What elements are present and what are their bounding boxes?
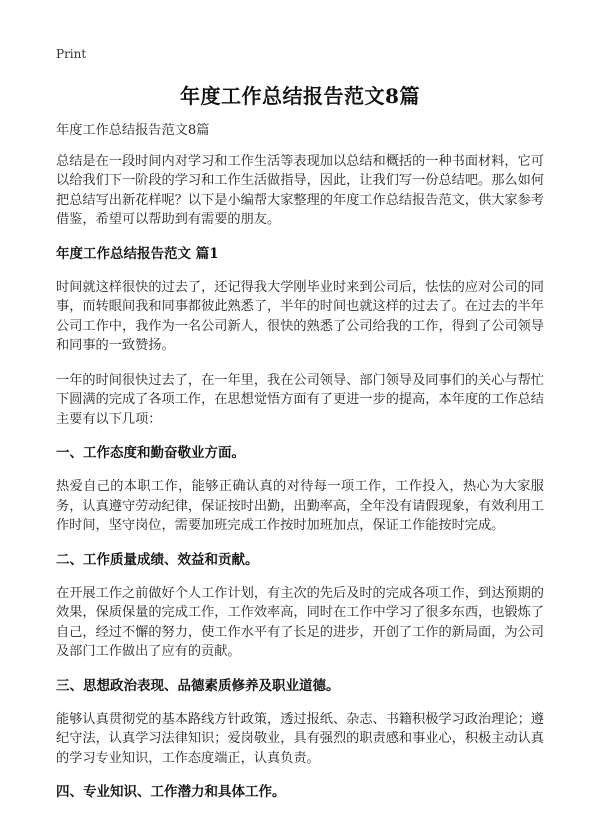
paragraph: 能够认真贯彻党的基本路线方针政策，透过报纸、杂志、书籍积极学习政治理论；遵纪守法，认真学习法律知识；爱岗敬业，具有强烈的职责感和事业心，积极主动认真的学习专业知识，工作态度端正，认真负责。 [56,711,544,766]
subsection-heading: 二、工作质量成绩、效益和贡献。 [56,551,259,568]
paragraph: 一年的时间很快过去了，在一年里，我在公司领导、部门领导及同事们的关心与帮忙下圆满的完成了各项工作，在思想觉悟方面有了更进一步的提高，本年度的工作总结主要有以下几项： [56,372,544,427]
subsection-heading: 四、专业知识、工作潜力和具体工作。 [56,784,286,800]
paragraph: 时间就这样很快的过去了，还记得我大学刚毕业时来到公司后，怯怯的应对公司的同事，而转眼间我和同事都彼此熟悉了，半年的时间也就这样的过去了。在过去的半年公司工作中，我作为一名公司新人，很快的熟悉了公司给我的工作，得到了公司领导和同事的一致赞扬。 [56,279,544,353]
subsection-heading: 三、思想政治表现、品德素质修养及职业道德。 [56,677,340,694]
article-body [56,121,544,816]
print-link[interactable]: Print [56,47,87,61]
paragraph: 在开展工作之前做好个人工作计划，有主次的先后及时的完成各项工作，到达预期的效果，保质保量的完成工作，工作效率高，同时在工作中学习了很多东西，也锻炼了自己，经过不懈的努力，使工作水平有了长足的进步，开创了工作的新局面，为公司及部门工作做出了应有的贡献。 [56,585,544,659]
intro-paragraph: 总结是在一段时间内对学习和工作生活等表现加以总结和概括的一种书面材料，它可以给我们下一阶段的学习和工作生活做指导，因此，让我们写一份总结吧。那么如何把总结写出新花样呢？以下是小编帮大家整理的年度工作总结报告范文，供大家参考借鉴，希望可以帮助到有需要的朋友。 [56,153,544,227]
section-heading: 年度工作总结报告范文 篇1 [56,245,219,262]
page-title: 年度工作总结报告范文8篇 [180,84,420,108]
subsection-heading: 一、工作态度和勤奋敬业方面。 [56,445,245,461]
article-subtitle: 年度工作总结报告范文8篇 [56,123,210,138]
paragraph: 热爱自己的本职工作，能够正确认真的对待每一项工作，工作投入，热心为大家服务，认真遵守劳动纪律，保证按时出勤，出勤率高，全年没有请假现象，有效利用工作时间，坚守岗位，需要加班完成工作按时加班加点，保证工作能按时完成。 [56,479,544,533]
